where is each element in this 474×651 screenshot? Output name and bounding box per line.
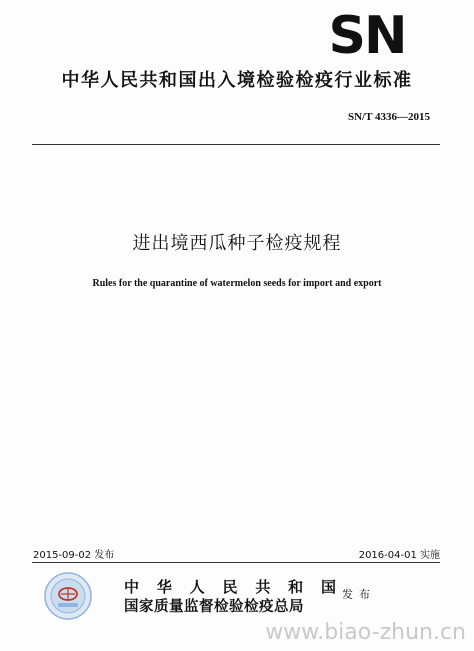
- issuer-country-char: 共: [255, 578, 271, 596]
- issuer-agency: 国家质量监督检验检疫总局: [124, 598, 304, 615]
- implementation-date: 2016-04-01 实施: [358, 550, 440, 561]
- issuer-country-char: 民: [222, 578, 238, 596]
- issuer-country: [124, 577, 336, 597]
- top-divider: [32, 144, 440, 145]
- issuer-country-char: 和: [288, 578, 304, 596]
- sn-logo-text: SN: [328, 6, 406, 58]
- issue-date: 2015-09-02 发布: [33, 550, 115, 561]
- standard-category: 中华人民共和国出入境检验检疫行业标准: [61, 70, 413, 91]
- title-chinese: 进出境西瓜种子检疫规程: [132, 233, 342, 254]
- sn-logo: [318, 6, 416, 58]
- issuer-country-char: 人: [189, 578, 205, 596]
- standard-number: SN/T 4336—2015: [347, 111, 430, 123]
- bottom-divider: [32, 562, 440, 563]
- issuer-country-char: 国: [320, 578, 336, 596]
- publish-label: 发布: [342, 588, 376, 601]
- issuing-authority: [124, 577, 336, 617]
- issuer-country-char: 中: [124, 578, 140, 596]
- site-watermark: www.biao-zhun.cn: [265, 620, 466, 645]
- title-english: Rules for the quarantine of watermelon seeds for import and export: [92, 278, 382, 289]
- issuer-country-char: 华: [156, 578, 172, 596]
- official-seal-icon: [44, 572, 92, 620]
